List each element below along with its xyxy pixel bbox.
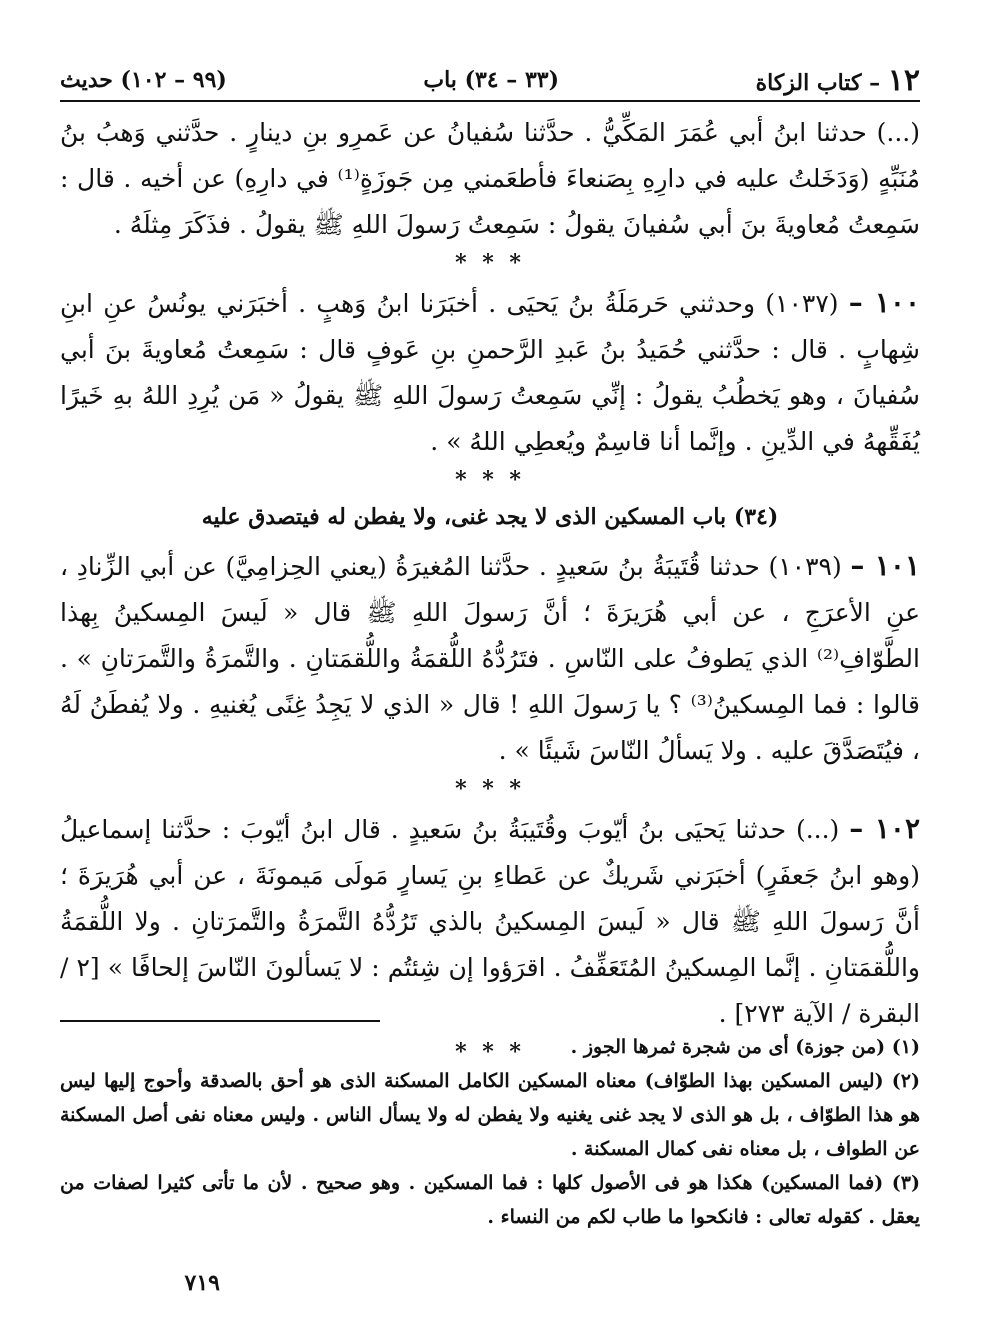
hadith-number: ١٠٠ – (848, 286, 920, 319)
hadith-text: (...) حدثنا يَحيَى بنُ أيّوبَ وقُتَيبَةُ بنُ سَعيدٍ . قال ابنُ أيّوبَ : حدَّثنا إسماعيلُ (وهو ابنُ جَعفَرٍ) أخبَرَني شَريكٌ عن عَطاءِ بنِ يَسارٍ مَولَى مَيمونَةَ ، عن أبي هُرَيرَةَ ؛ أنَّ رَسولَ اللهِ ﷺ قال « لَيسَ المِسكينُ بالذي تَرُدُّهُ التَّمرَةُ والتَّمرَتانِ . ولا اللُّقمَةُ واللُّقمَتانِ . إنَّما المِسكينُ المُتَعَفِّفُ . اقرَؤوا إن شِئتُم : لا يَسألونَ النّاسَ إلحافًا » [٢ / البقرة / الآية ٢٧٣] . (60, 815, 920, 1028)
separator-stars: * * * (455, 467, 525, 493)
hadith-paragraph (60, 543, 920, 774)
running-header (60, 60, 920, 100)
header-book-title (756, 63, 920, 98)
separator-stars: * * * (455, 1039, 525, 1065)
chapter-heading: (٣٤) باب المسكين الذى لا يجد غنى، ولا يفطن له فيتصدق عليه (201, 504, 779, 530)
header-bab-range: (٣٣ – ٣٤) باب (423, 67, 560, 93)
hadith-paragraph (60, 110, 920, 248)
header-book-name: – كتاب الزكاة (755, 69, 881, 96)
header-rule (60, 100, 920, 102)
book-page (60, 48, 920, 1308)
hadith-text: (...) حدثنا ابنُ أبي عُمَرَ المَكِّيُّ . حدَّثنا سُفيانُ عن عَمرِو بنِ دينارٍ . حدَّثني وَهبُ بنُ مُنَبِّهٍ (وَدَخَلتُ عليه في دارِهِ بِصَنعاءَ فأطعَمني مِن جَوزَةٍ⁽¹⁾ في دارِهِ) عن أخيه . قال : سَمِعتُ مُعاويةَ بنَ أبي سُفيانَ يقولُ : سَمِعتُ رَسولَ اللهِ ﷺ يقولُ . فذَكَرَ مِثلَهُ . (60, 118, 920, 239)
main-text (60, 110, 920, 1069)
hadith-paragraph (60, 280, 920, 465)
hadith-text: (١٠٣٧) وحدثني حَرمَلَةُ بنُ يَحيَى . أخبَرَنا ابنُ وَهبٍ . أخبَرَني يونُسُ عنِ ابنِ شِهابٍ . قال : حدَّثني حُمَيدُ بنُ عَبدِ الرَّحمنِ بنِ عَوفٍ قال : سَمِعتُ مُعاويةَ بنَ أبي سُفيانَ ، وهو يَخطُبُ يقولُ : إنِّي سَمِعتُ رَسولَ اللهِ ﷺ يقولُ « مَن يُرِدِ اللهُ بهِ خَيرًا يُفَقِّههُ في الدِّينِ . وإنَّما أنا قاسِمٌ ويُعطِي اللهُ » . (60, 289, 920, 456)
page-number: ٧١٩ (184, 1270, 220, 1296)
hadith-text: (١٠٣٩) حدثنا قُتَيبَةُ بنُ سَعيدٍ . حدَّثنا المُغيرَةُ (يعني الحِزامِيَّ) عن أبي الزِّنادِ ، عنِ الأعرَجِ ، عن أبي هُرَيرَةَ ؛ أنَّ رَسولَ اللهِ ﷺ قال « لَيسَ المِسكينُ بِهذا الطَّوّافِ⁽²⁾ الذي يَطوفُ على النّاسِ . فتَرُدُّهُ اللُّقمَةُ واللُّقمَتانِ . والتَّمرَةُ والتَّمرَتانِ » . قالوا : فما المِسكينُ⁽³⁾ ؟ يا رَسولَ اللهِ ! قال « الذي لا يَجِدُ غِنًى يُغنيهِ . ولا يُفطَنُ لَهُ ، فيُتَصَدَّقَ عليه . ولا يَسألُ النّاسَ شَيئًا » . (60, 552, 921, 765)
footnote-rule (60, 1020, 380, 1022)
footnotes (60, 1030, 920, 1234)
hadith-number: ١٠١ – (850, 549, 920, 582)
separator-stars: * * * (455, 250, 525, 276)
header-hadith-range: (٩٩ – ١٠٢) حديث (60, 67, 227, 93)
footnote: (٢) (ليس المسكين بهذا الطوّاف) معناه المسكين الكامل المسكنة الذى هو أحق بالصدقة وأحوج إليها ليس هو هذا الطوّاف ، بل هو الذى لا يجد غنى يغنيه ولا يفطن له ولا يسأل الناس . وليس معناه نفى أصل المسكنة عن الطواف ، بل معناه نفى كمال المسكنة . (60, 1070, 920, 1160)
hadith-number: ١٠٢ – (849, 812, 921, 845)
hadith-paragraph (60, 806, 920, 1037)
footnote: (١) (من جوزة) أى من شجرة ثمرها الجوز . (570, 1036, 920, 1058)
footnote: (٣) (فما المسكين) هكذا هو فى الأصول كلها : فما المسكين . وهو صحيح . لأن ما تأتى كثيرا لصفات من يعقل . كقوله تعالى : فانكحوا ما طاب لكم من النساء . (60, 1172, 920, 1228)
separator-stars: * * * (455, 776, 525, 802)
header-book-number: ١٢ (887, 62, 920, 98)
